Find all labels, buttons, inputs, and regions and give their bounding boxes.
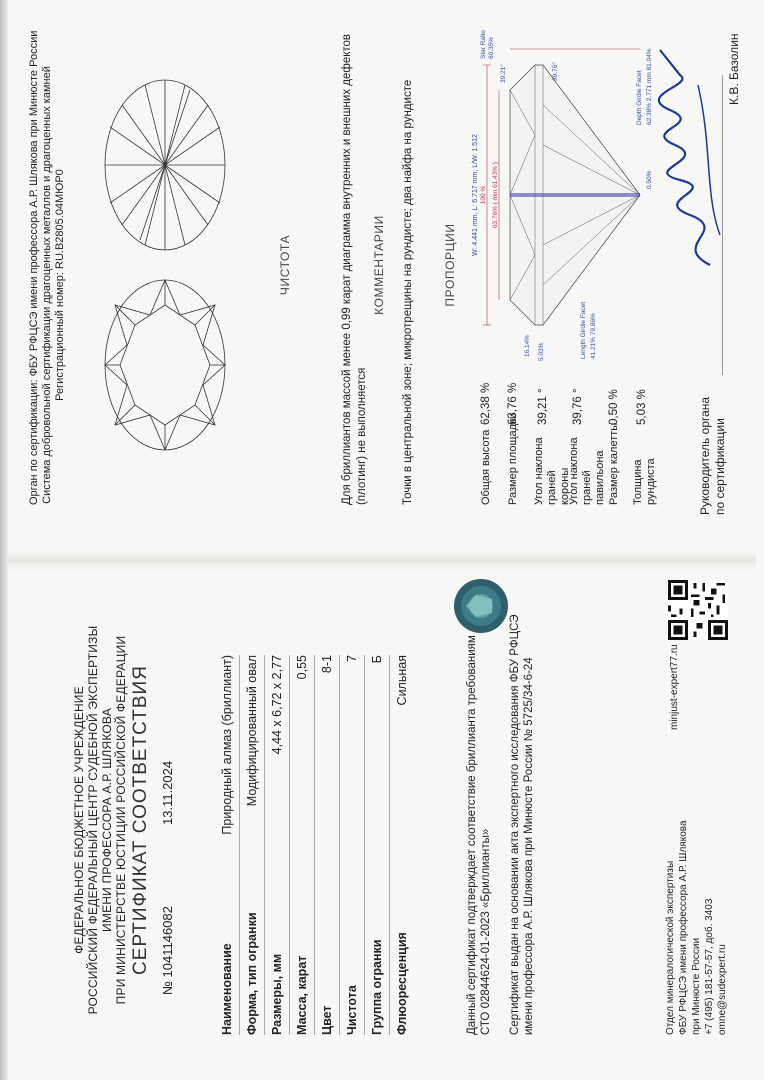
- conformity-statement: [465, 635, 493, 1035]
- org-line: ФЕДЕРАЛЬНОЕ БЮДЖЕТНОЕ УЧРЕЖДЕНИЕ: [72, 686, 86, 954]
- org-line: РОССИЙСКИЙ ФЕДЕРАЛЬНЫЙ ЦЕНТР СУДЕБНОЙ ЭКСПЕРТИЗЫ: [86, 625, 100, 1015]
- proportions-title: ПРОПОРЦИИ: [443, 223, 457, 307]
- cert-body-line: Регистрационный номер: RU.B2805.04МЮР0: [54, 169, 66, 401]
- oval-crown-view: [105, 280, 225, 450]
- crown-angle-label: 39.21°: [500, 64, 507, 83]
- prop-value: 39,21 °: [537, 388, 549, 425]
- prop-value: 39,76 °: [572, 388, 584, 425]
- signer-role: [698, 397, 728, 515]
- contact-block: [664, 820, 729, 1035]
- field-label: Флюоресценция: [395, 932, 409, 1035]
- prop-value: 5,03 %: [636, 389, 648, 425]
- prop-label: Размер калетты: [608, 422, 620, 505]
- note-line: Для бриллиантов массой менее 0,99 карат диаграмма внутренних и внешних дефектов: [341, 33, 353, 505]
- depth-label: Depth Girdle Facet: [636, 70, 643, 125]
- cert-body-line: Орган по сертификации: ФБУ РФЦСЭ имени профессора А.Р. Шлякова при Минюсте России: [28, 30, 40, 505]
- lower-half-value: 41.21% 79.86%: [590, 313, 597, 359]
- field-label: Форма, тип огранки: [245, 912, 259, 1035]
- issued-line: Сертификат выдан на основании акта экспертного исследования ФБУ РФЦСЭ: [509, 614, 521, 1035]
- field-value: 0,55: [295, 655, 309, 680]
- field-value: 7: [345, 655, 359, 662]
- org-line: ПРИ МИНИСТЕРСТВЕ ЮСТИЦИИ РОССИЙСКОЙ ФЕДЕРАЦИИ: [114, 635, 128, 1005]
- pavilion-angle-label: 39.76°: [552, 62, 559, 81]
- divider: [339, 655, 340, 1035]
- prop-value: 62,38 %: [480, 382, 492, 425]
- field-value: Модифицированный овал: [245, 655, 259, 807]
- left-page: [10, 575, 754, 1075]
- cert-body-line: Система добровольной сертификации драгоценных металлов и драгоценных камней: [41, 66, 53, 504]
- field-label: Масса, карат: [295, 955, 309, 1035]
- certificate-title: СЕРТИФИКАТ СООТВЕТСТВИЯ: [130, 665, 151, 975]
- divider: [364, 655, 365, 1035]
- note-line: (плотинг) не выполняется: [356, 367, 368, 505]
- statement-line: Данный сертификат подтверждает соответствие бриллианта требованиям: [466, 635, 478, 1035]
- prop-label: Угол наклона граней короны: [533, 437, 571, 505]
- field-value: Природный алмаз (бриллиант): [220, 655, 234, 835]
- prop-value: 63,76 %: [507, 382, 519, 425]
- oval-pavilion-view: [105, 80, 225, 250]
- signature-mark: [650, 35, 740, 275]
- contact-line: Отдел минералогической экспертизы: [665, 860, 676, 1035]
- field-label: Размеры, мм: [270, 953, 284, 1035]
- page-edge: [0, 0, 8, 1080]
- field-value: Б: [370, 655, 384, 664]
- crown-height-label: 16.14%: [524, 334, 531, 357]
- dims-label: W: 4.441 mm, L: 6.717 mm, L/W: 1.512: [472, 134, 479, 256]
- field-label: Чистота: [345, 985, 359, 1035]
- contact-line: omne@sudexpert.ru: [717, 944, 728, 1035]
- divider: [389, 655, 390, 1035]
- field-label: Группа огранки: [370, 939, 384, 1035]
- depth-value: 62.38% 2.771 mm 81.04%: [646, 48, 653, 125]
- clarity-diagram: [65, 65, 275, 465]
- qr-code: [668, 580, 728, 640]
- issued-basis: [508, 614, 536, 1035]
- hologram-seal: [452, 577, 510, 635]
- statement-line: СТО 02844624-01-2023 «Бриллианты»: [480, 828, 492, 1035]
- contact-line: при Минюсте России: [691, 937, 702, 1035]
- clarity-title: ЧИСТОТА: [278, 234, 292, 296]
- star-ratio-label: Star Ratio: [480, 30, 487, 59]
- page-fold: [8, 552, 756, 572]
- prop-label: Общая высота: [480, 429, 492, 505]
- girdle-label: 5.03%: [538, 342, 545, 361]
- lower-half-label: Length Girdle Facet: [580, 301, 587, 359]
- issued-line: имени профессора А.Р. Шлякова при Минюсте России № 5725/34-6-24: [523, 657, 535, 1035]
- signer-role-line: Руководитель органа: [698, 396, 712, 515]
- divider: [264, 655, 265, 1035]
- star-ratio-value: 60.35%: [488, 36, 495, 59]
- divider: [289, 655, 290, 1035]
- field-label: Цвет: [320, 1005, 334, 1035]
- signer-role-line: по сертификации: [713, 418, 727, 515]
- prop-label: Угол наклона граней павильона: [568, 437, 606, 505]
- org-header: [72, 625, 128, 1015]
- field-label: Наименование: [220, 943, 234, 1035]
- culet-label: 0.50%: [646, 170, 653, 189]
- cert-body-header: [28, 30, 67, 505]
- table-range-label: 63.76% ( min 61.43% ): [492, 161, 499, 229]
- field-value: Сильная: [395, 655, 409, 706]
- right-page: [10, 10, 754, 545]
- plotting-note: [340, 25, 370, 505]
- field-value: 8-1: [320, 655, 334, 674]
- certificate-date: 13.11.2024: [160, 760, 175, 825]
- comment-text: Точки в центральной зоне; микротрещины на рундисте; два найфа на рундисте: [402, 79, 414, 505]
- signer-name: К.В. Базолин: [727, 33, 741, 105]
- contact-line: +7 (495) 181-57-57, доб. 3403: [704, 898, 715, 1035]
- website-link[interactable]: minjust-expert77.ru: [669, 644, 680, 730]
- certificate-number: № 1041146082: [160, 906, 175, 995]
- field-value: 4,44 x 6,72 x 2,77: [270, 655, 284, 755]
- prop-value: 0,50 %: [608, 389, 620, 425]
- contact-line: ФБУ РФЦСЭ имени профессора А.Р. Шлякова: [678, 820, 689, 1035]
- comments-title: КОММЕНТАРИИ: [372, 215, 386, 315]
- divider: [314, 655, 315, 1035]
- table-pct-label: 100 %: [480, 185, 487, 205]
- prop-label: Толщина рундиста: [632, 458, 657, 505]
- divider: [239, 655, 240, 1035]
- proportions-diagram: [465, 20, 665, 365]
- org-line: ИМЕНИ ПРОФЕССОРА А.Р. ШЛЯКОВА: [100, 708, 114, 932]
- prop-label: Размер площадки: [507, 412, 519, 505]
